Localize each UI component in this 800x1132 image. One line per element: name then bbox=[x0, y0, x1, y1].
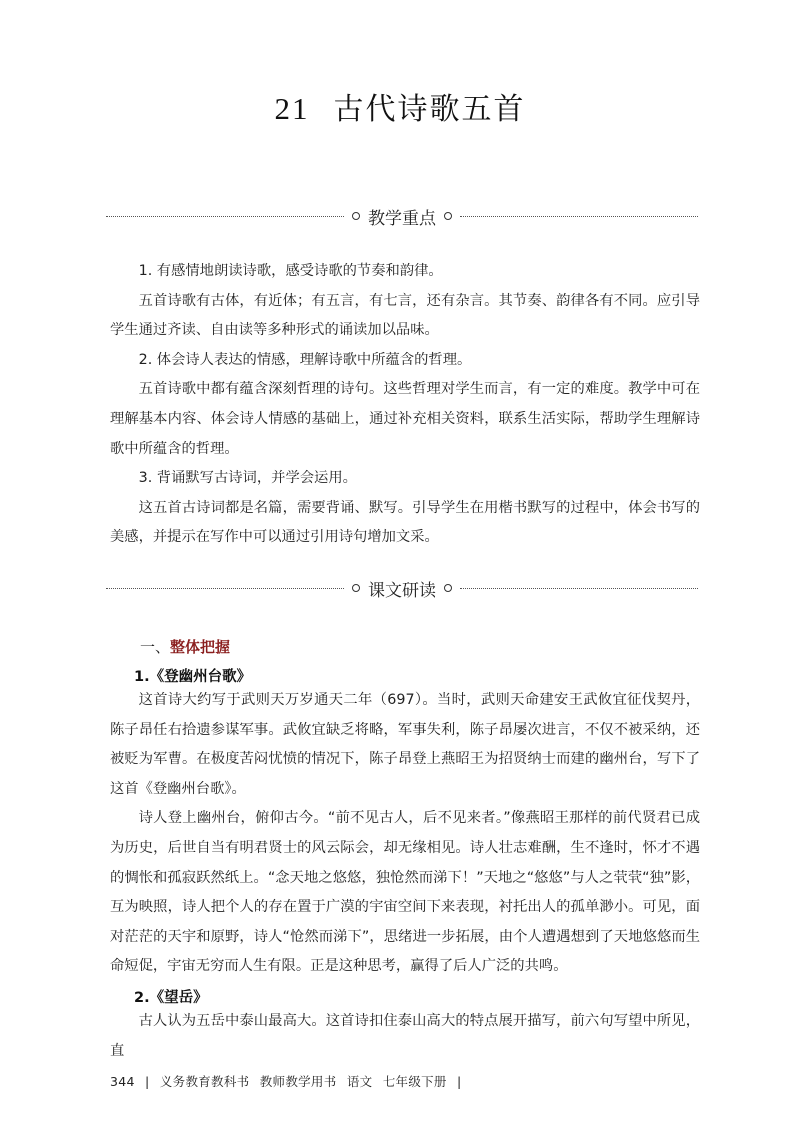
page-footer bbox=[110, 1072, 468, 1090]
circle-ornament-icon bbox=[444, 212, 452, 220]
item-heading-1: 1.《登幽州台歌》 bbox=[134, 669, 252, 685]
lesson-number: 21 bbox=[274, 91, 310, 126]
item-heading-2: 2.《望岳》 bbox=[134, 990, 208, 1006]
focus-point-2: 2. 体会诗人表达的情感，理解诗歌中所蕴含的哲理。 bbox=[138, 351, 472, 368]
item1-paragraph-1: 这首诗大约写于武则天万岁通天二年（697）。当时，武则天命建安王武攸宜征伐契丹，陈子昂任右拾遗参谋军事。武攸宜缺乏将略，军事失利，陈子昂屡次进言，不仅不被采纳，还被贬为军曹。在极度苦闷忧愤的情况下，陈子昂登上燕昭王为招贤纳士而建的幽州台，写下了这首《登幽州台歌》。 bbox=[110, 692, 700, 797]
item1-paragraph-2: 诗人登上幽州台，俯仰古今。“前不见古人，后不见来者。”像燕昭王那样的前代贤君已成为历史，后世自当有明君贤士的风云际会，却无缘相见。诗人壮志难酬，生不逢时，怀才不遇的惆怅和孤寂跃然纸上。“念天地之悠悠，独怆然而涕下！”天地之“悠悠”与人之茕茕“独”影，互为映照，诗人把个人的存在置于广漠的宇宙空间下来表现，衬托出人的孤单渺小。可见，面对茫茫的天宇和原野，诗人“怆然而涕下”，思绪进一步拓展，由个人遭遇想到了天地悠悠而生命短促，宇宙无穷而人生有限。正是这种思考，赢得了后人广泛的共鸣。 bbox=[110, 810, 700, 975]
teaching-focus-body bbox=[110, 257, 700, 553]
focus-detail-1: 五首诗歌有古体，有近体；有五言，有七言，还有杂言。其节奏、韵律各有不同。应引导学生通过齐读、自由读等多种形式的诵读加以品味。 bbox=[110, 292, 700, 339]
book-grade: 七年级下册 bbox=[382, 1074, 447, 1089]
page-number: 344 bbox=[110, 1074, 135, 1089]
dotted-line bbox=[106, 216, 344, 217]
focus-point-3: 3. 背诵默写古诗词，并学会运用。 bbox=[138, 470, 357, 487]
circle-ornament-icon bbox=[444, 584, 452, 592]
circle-ornament-icon bbox=[352, 584, 360, 592]
lesson-title: 古代诗歌五首 bbox=[333, 92, 526, 127]
dotted-line bbox=[106, 588, 344, 589]
section-heading: 课文研读 bbox=[368, 580, 436, 601]
focus-point-1: 1. 有感情地朗读诗歌，感受诗歌的节奏和韵律。 bbox=[138, 263, 443, 279]
section-divider-text-study bbox=[106, 576, 698, 600]
section-divider-teaching-focus bbox=[106, 204, 698, 228]
page-title bbox=[0, 84, 800, 128]
part-heading bbox=[140, 636, 230, 657]
item1-body bbox=[110, 686, 700, 982]
circle-ornament-icon bbox=[352, 212, 360, 220]
book-kind: 教师教学用书 bbox=[259, 1074, 337, 1089]
book-subject: 语文 bbox=[346, 1074, 373, 1089]
book-series: 义务教育教科书 bbox=[159, 1074, 250, 1089]
item2-body bbox=[110, 1007, 700, 1066]
dotted-line bbox=[460, 588, 698, 589]
part-label: 一、 bbox=[140, 638, 171, 656]
dotted-line bbox=[460, 216, 698, 217]
section-heading: 教学重点 bbox=[368, 208, 436, 229]
part-title: 整体把握 bbox=[170, 638, 231, 656]
footer-separator: | bbox=[145, 1074, 150, 1089]
footer-separator-end: | bbox=[457, 1074, 462, 1089]
item2-paragraph-1: 古人认为五岳中泰山最高大。这首诗扣住泰山高大的特点展开描写，前六句写望中所见，直 bbox=[110, 1013, 700, 1059]
focus-detail-2: 五首诗歌中都有蕴含深刻哲理的诗句。这些哲理对学生而言，有一定的难度。教学中可在理解基本内容、体会诗人情感的基础上，通过补充相关资料，联系生活实际，帮助学生理解诗歌中所蕴含的哲理。 bbox=[110, 381, 700, 457]
focus-detail-3: 这五首古诗词都是名篇，需要背诵、默写。引导学生在用楷书默写的过程中，体会书写的美感，并提示在写作中可以通过引用诗句增加文采。 bbox=[110, 499, 700, 546]
